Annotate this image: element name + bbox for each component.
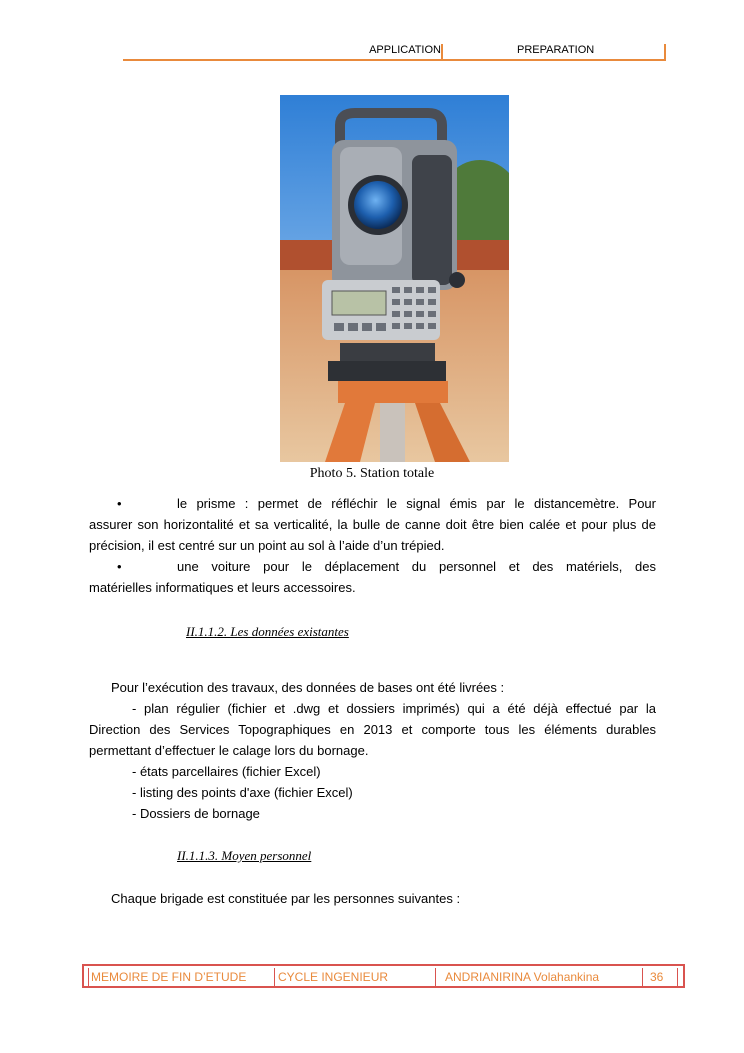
bullet-2-lead: une voiture pour le déplacement du personnel et des matériels, des	[177, 559, 656, 574]
header-left-label: APPLICATION	[369, 44, 441, 56]
header-rule	[123, 59, 666, 61]
footer-separator	[274, 968, 275, 986]
footer-page-number: 36	[650, 970, 664, 984]
footer-separator	[642, 968, 643, 986]
bullet-2-lead-line	[89, 556, 656, 577]
section-1-intro: Pour l’exécution des travaux, des données de bases ont été livrées :	[111, 680, 505, 695]
bullet-icon: •	[117, 496, 122, 511]
bullet-2-rest: matérielles informatiques et leurs accessoires.	[89, 580, 356, 595]
list-item: - listing des points d'axe (fichier Excel)	[132, 785, 353, 800]
photo-caption: Photo 5. Station totale	[309, 466, 435, 481]
total-station-photo	[280, 95, 509, 462]
header-end-mark	[664, 44, 666, 60]
section-2-intro: Chaque brigade est constituée par les personnes suivantes :	[111, 891, 461, 906]
bullet-1-lead: le prisme : permet de réfléchir le signal émis par le distancemètre. Pour	[177, 496, 656, 511]
list-item: - Dossiers de bornage	[132, 806, 260, 821]
footer-author: ANDRIANIRINA Volahankina	[445, 970, 600, 984]
section-heading-moyen-personnel: II.1.1.3. Moyen personnel	[177, 848, 312, 863]
list-item-plan-lead: - plan régulier (fichier et .dwg et dossiers imprimés) qui a été déjà effectué par la	[132, 701, 656, 716]
footer-separator	[677, 968, 678, 986]
footer-memoire: MEMOIRE DE FIN D’ETUDE	[91, 970, 247, 984]
footer-separator	[88, 968, 89, 986]
footer-separator	[435, 968, 436, 986]
header-separator	[441, 44, 443, 60]
bullet-1-rest: assurer son horizontalité et sa verticalité, la bulle de canne doit être bien calée et pour plus de précision, il est centré sur un point au sol à l’aide d’un trépied.	[89, 517, 656, 553]
bullet-icon: •	[117, 559, 122, 574]
list-item: - états parcellaires (fichier Excel)	[132, 764, 321, 779]
bullet-1-lead-line	[89, 493, 656, 514]
list-item-plan-rest: Direction des Services Topographiques en 2013 et comporte tous les éléments durables permettant d’effectuer le calage lors du bornage.	[89, 722, 656, 758]
page-footer	[82, 964, 685, 988]
footer-cycle: CYCLE INGENIEUR	[278, 970, 389, 984]
header-right-label: PREPARATION	[517, 44, 595, 56]
section-heading-donnees-existantes: II.1.1.2. Les données existantes	[186, 624, 349, 639]
page-header	[123, 44, 666, 61]
